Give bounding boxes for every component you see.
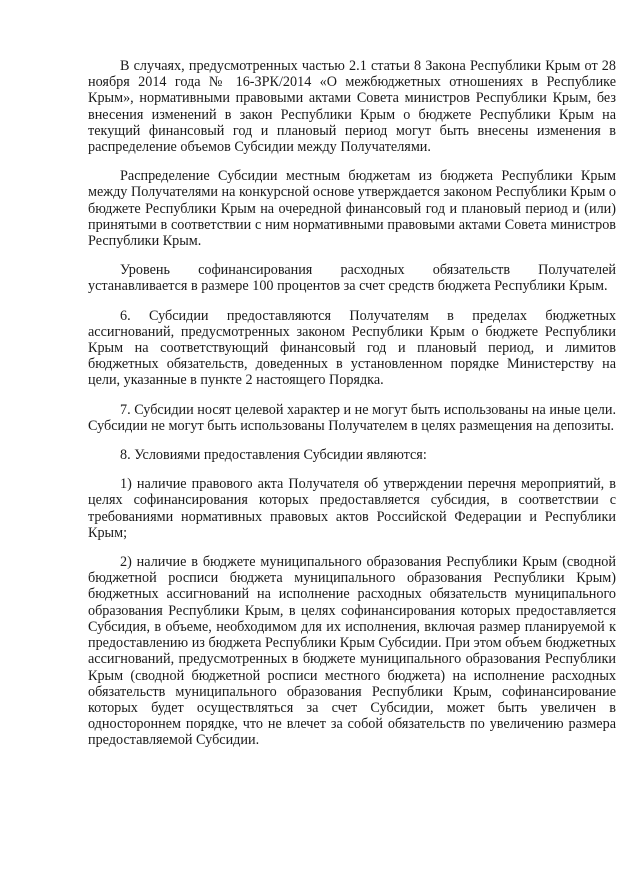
paragraph-condition-1: 1) наличие правового акта Получателя об утверждении перечня мероприятий, в целях софинансирования которых предоставляется субсидия, в соответствии с требованиями нормативных правовых актов Российской Федерации и Республики Крым; <box>88 476 616 541</box>
paragraph-cofinancing-level: Уровень софинансирования расходных обязательств Получателей устанавливается в размере 100 процентов за счет средств бюджета Республики Крым. <box>88 262 616 295</box>
paragraph-subsidy-distribution: Распределение Субсидии местным бюджетам из бюджета Республики Крым между Получателями на конкурсной основе утверждается законом Республики Крым о бюджете Республики Крым на очередной финансовый год и плановый период и (или) принятыми в соответствии с ним нормативными правовыми актами Совета министров Республики Крым. <box>88 168 616 250</box>
paragraph-item-6: 6. Субсидии предоставляются Получателям в пределах бюджетных ассигнований, предусмотренных законом Республики Крым о бюджете Республики Крым на соответствующий финансовый год и плановый период, и лимитов бюджетных обязательств, доведенных в установленном порядке Министерству на цели, указанные в пункте 2 настоящего Порядка. <box>88 307 616 389</box>
paragraph-condition-2: 2) наличие в бюджете муниципального образования Республики Крым (сводной бюджетной росписи бюджета муниципального образования Республики Крым) бюджетных ассигнований на исполнение расходных обязательств муниципального образования Республики Крым, в целях софинансирования которых предоставляется Субсидия, в объеме, необходимом для их исполнения, включая размер планируемой к предоставлению из бюджета Республики Крым Субсидии. При этом объем бюджетных ассигнований, предусмотренных в бюджете муниципального образования Республики Крым (сводной бюджетной росписи местного бюджета) на исполнение расходных обязательств муниципального образования Республики Крым, софинансирование которых будет осуществляться за счет Субсидии, может быть увеличен в одностороннем порядке, что не влечет за собой обязательств по увеличению размера предоставляемой Субсидии. <box>88 554 616 749</box>
paragraph-budget-changes: В случаях, предусмотренных частью 2.1 статьи 8 Закона Республики Крым от 28 ноября 2014 года № 16-ЗРК/2014 «О межбюджетных отношениях в Республике Крым», нормативными правовыми актами Совета министров Республики Крым, без внесения изменений в закон Республики Крым о бюджете Республики Крым на текущий финансовый год и плановый период могут быть внесены изменения в распределение объемов Субсидии между Получателями. <box>88 58 616 156</box>
paragraph-item-7: 7. Субсидии носят целевой характер и не могут быть использованы на иные цели. Субсидии не могут быть использованы Получателем в целях размещения на депозиты. <box>88 401 616 434</box>
paragraph-item-8: 8. Условиями предоставления Субсидии являются: <box>120 447 427 464</box>
document-page <box>88 58 616 761</box>
